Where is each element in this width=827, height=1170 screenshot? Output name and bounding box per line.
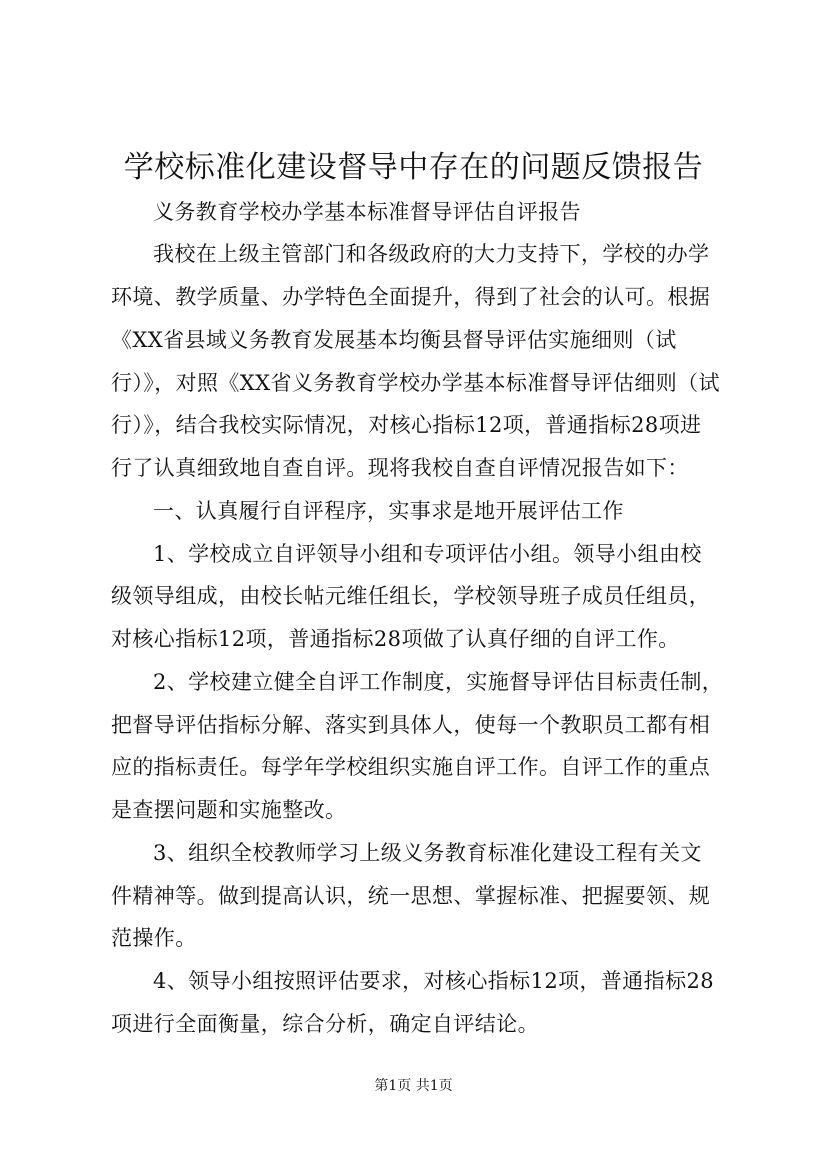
page-footer: 第1页 共1页 [374,1078,453,1094]
paragraph-line: 行了认真细致地自查自评。现将我校自查自评情况报告如下： [111,456,689,480]
paragraph-line: 把督导评估指标分解、落实到具体人，使每一个教职员工都有相 [111,713,711,737]
paragraph-line: 应的指标责任。每学年学校组织实施自评工作。自评工作的重点 [111,755,711,779]
paragraph-line: 环境、教学质量、办学特色全面提升，得到了社会的认可。根据 [111,285,711,309]
paragraph-line: 是查摆问题和实施整改。 [111,798,347,822]
paragraph-line: 级领导组成，由校长帖元维任组长，学校领导班子成员任组员， [111,584,711,608]
paragraph-line: 4、领导小组按照评估要求，对核心指标12项，普通指标28 [153,969,715,993]
paragraph-line: 件精神等。做到提高认识，统一思想、掌握标准、把握要领、规 [111,884,711,908]
paragraph-line: 行）》，结合我校实际情况，对核心指标12项，普通指标28项进 [111,413,702,437]
paragraph-line: 范操作。 [111,926,197,950]
paragraph-line: 2、学校建立健全自评工作制度，实施督导评估目标责任制， [153,670,724,694]
paragraph-line: 项进行全面衡量，综合分析，确定自评结论。 [111,1012,539,1036]
subtitle-line: 义务教育学校办学基本标准督导评估自评报告 [153,200,581,224]
paragraph-line: 《XX省县域义务教育发展基本均衡县督导评估实施细则（试 [111,328,677,352]
paragraph-line: 对核心指标12项，普通指标28项做了认真仔细的自评工作。 [111,627,680,651]
paragraph-line: 我校在上级主管部门和各级政府的大力支持下，学校的办学 [153,242,710,266]
section-heading: 一、认真履行自评程序，实事求是地开展评估工作 [153,499,624,523]
paragraph-line: 1、学校成立自评领导小组和专项评估小组。领导小组由校 [153,542,702,566]
document-title: 学校标准化建设督导中存在的问题反馈报告 [123,150,704,185]
paragraph-line: 3、组织全校教师学习上级义务教育标准化建设工程有关文 [153,841,702,865]
paragraph-line: 行）》，对照《XX省义务教育学校办学基本标准督导评估细则（试 [111,371,720,395]
